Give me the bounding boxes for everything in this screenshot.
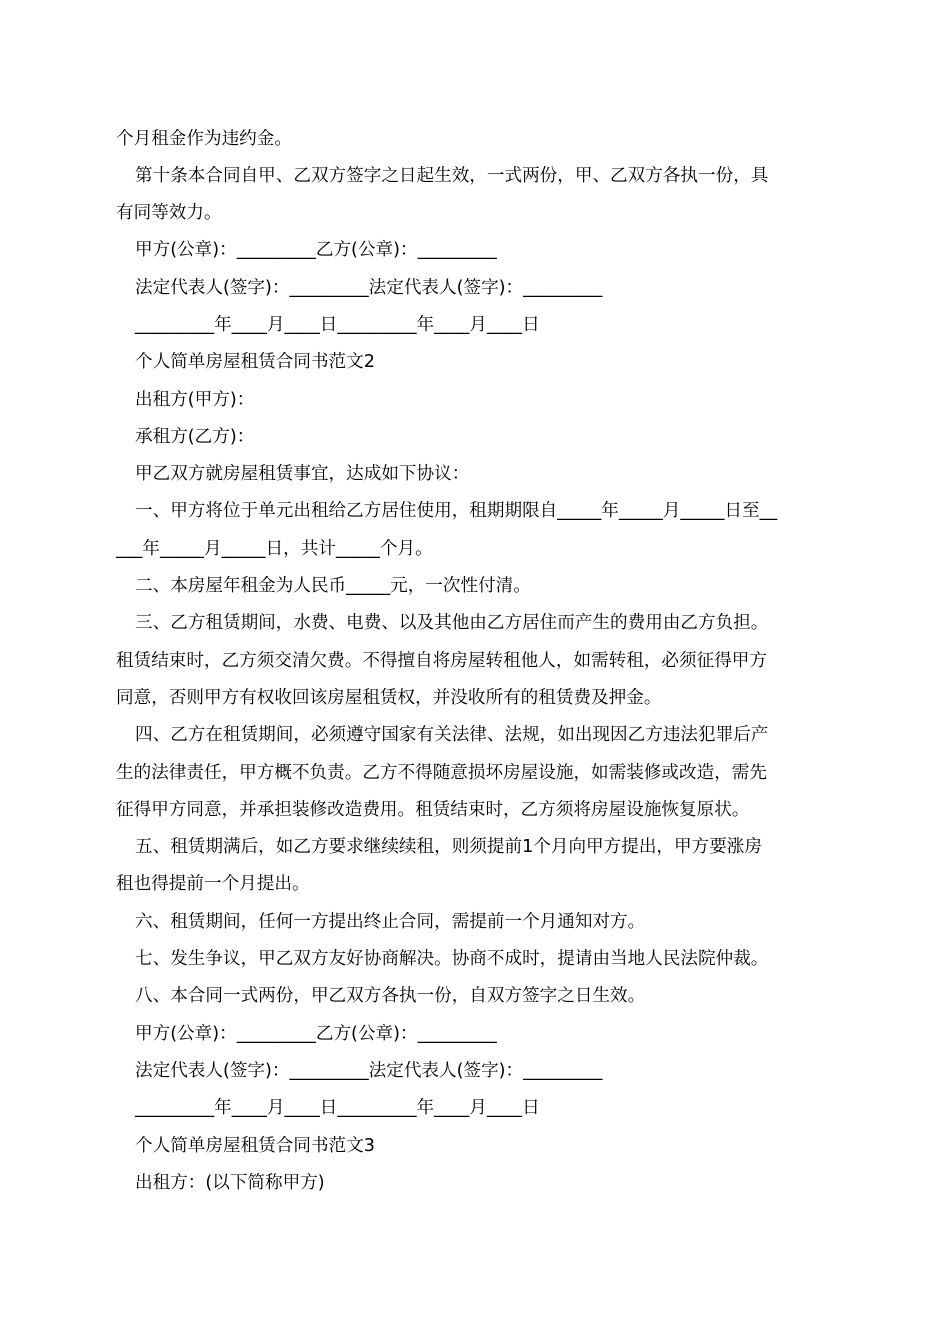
paragraph-line: 生的法律责任，甲方概不负责。乙方不得随意损坏房屋设施，如需装修或改造，需先 bbox=[116, 763, 767, 783]
paragraph-line: 租也得提前一个月提出。 bbox=[116, 874, 310, 894]
paragraph-line: 出租方：(以下简称甲方) bbox=[135, 1173, 325, 1193]
signature-line: 甲方(公章)：_________乙方(公章)：_________ bbox=[135, 240, 497, 260]
section-title: 个人简单房屋租赁合同书范文2 bbox=[135, 352, 375, 372]
paragraph-line: 四、乙方在租赁期间，必须遵守国家有关法律、法规，如出现因乙方违法犯罪后产 bbox=[135, 725, 769, 745]
date-line: _________年____月____日_________年____月____日 bbox=[135, 315, 540, 335]
paragraph-line: ___年_____月_____日，共计_____个月。 bbox=[116, 539, 433, 559]
signature-line: 甲方(公章)：_________乙方(公章)：_________ bbox=[135, 1024, 497, 1044]
paragraph-line: 租赁结束时，乙方须交清欠费。不得擅自将房屋转租他人，如需转租，必须征得甲方 bbox=[116, 651, 767, 671]
paragraph-line: 同意，否则甲方有权收回该房屋租赁权，并没收所有的租赁费及押金。 bbox=[116, 688, 662, 708]
paragraph-line: 八、本合同一式两份，甲乙双方各执一份，自双方签字之日生效。 bbox=[135, 986, 646, 1006]
paragraph-line: 第十条本合同自甲、乙双方签字之日起生效，一式两份，甲、乙双方各执一份，具 bbox=[135, 166, 769, 186]
section-title: 个人简单房屋租赁合同书范文3 bbox=[135, 1136, 375, 1156]
paragraph-line: 有同等效力。 bbox=[116, 203, 222, 223]
paragraph-line: 甲乙双方就房屋租赁事宜，达成如下协议： bbox=[135, 464, 470, 484]
paragraph-line: 承租方(乙方)： bbox=[135, 427, 255, 447]
paragraph-line: 三、乙方租赁期间，水费、电费、以及其他由乙方居住而产生的费用由乙方负担。 bbox=[135, 613, 769, 633]
paragraph-line: 出租方(甲方)： bbox=[135, 390, 255, 410]
paragraph-line: 二、本房屋年租金为人民币_____元，一次性付清。 bbox=[135, 576, 531, 596]
paragraph-line: 六、租赁期间，任何一方提出终止合同，需提前一个月通知对方。 bbox=[135, 912, 646, 932]
paragraph-line: 七、发生争议，甲乙双方友好协商解决。协商不成时，提请由当地人民法院仲裁。 bbox=[135, 949, 769, 969]
signature-line: 法定代表人(签字)：_________法定代表人(签字)：_________ bbox=[135, 278, 603, 298]
paragraph-line: 一、甲方将位于单元出租给乙方居住使用，租期期限自_____年_____月_____日至__ bbox=[135, 501, 778, 521]
paragraph-line: 五、租赁期满后，如乙方要求继续续租，则须提前1个月向甲方提出，甲方要涨房 bbox=[135, 837, 762, 857]
paragraph-line: 征得甲方同意，并承担装修改造费用。租赁结束时，乙方须将房屋设施恢复原状。 bbox=[116, 800, 750, 820]
signature-line: 法定代表人(签字)：_________法定代表人(签字)：_________ bbox=[135, 1061, 603, 1081]
paragraph-line: 个月租金作为违约金。 bbox=[116, 129, 292, 149]
date-line: _________年____月____日_________年____月____日 bbox=[135, 1098, 540, 1118]
